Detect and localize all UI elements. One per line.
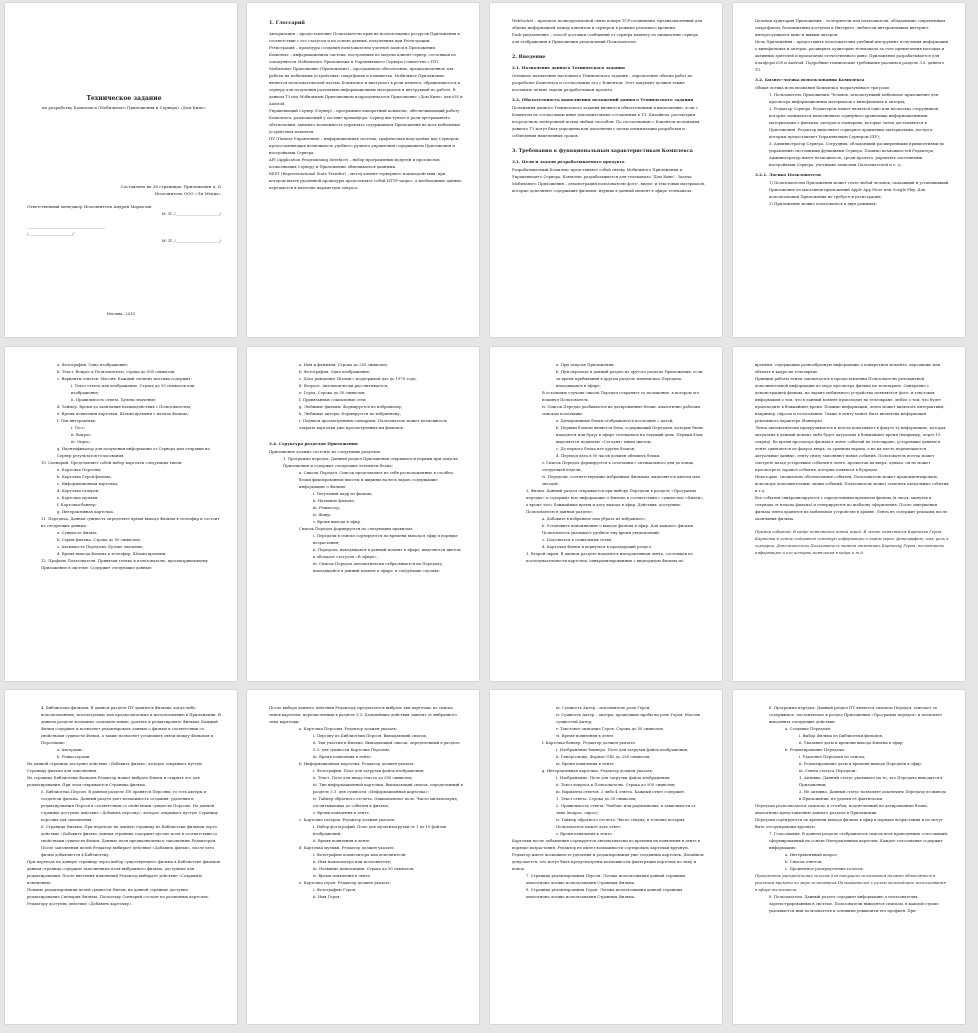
list-item: 3. Второй экран. В данном разделе находится интерактивная лента, состоящая из последовательности карточек, синхронизированных с видеорядом Фильма по: [526, 551, 693, 563]
list-item: c. Информационная карточка;: [57, 481, 119, 486]
paragraph: Лента автоматически прокручивается и всегда показывает в фокусе ту информацию, которая актуальна в данный момент либо будет актуальна в ближайшее время (например, через 10 секунд). Во время просмотра фильма в ленте событий на телеэкране, устаревшие данные в ленте сдвигаются из фокуса вверх, за границы экрана, а на их место перемещаются актуальные данные, ленту снизу заполняют новые события. Пользователь всегда может смотреть назад устаревшие события в ленте, пролистав их вверх, однако, он не может просмотреть заранее события, которые появятся в будущем.: [755, 425, 946, 472]
list-item: e. Время появления карточки. Штамп времени с начала Фильма;: [57, 411, 189, 416]
list-item: i. Фотография. Поле для загрузки файла изображения;: [313, 768, 425, 773]
paragraph: Основное назначение настоящего Технического задания – определение объема работ по разработке Комплекса и согласование его с Клиентом. Этот документ должен также поставить четкие задачи разработчикам проекта.: [512, 73, 693, 92]
document-page: [733, 690, 965, 1024]
paragraph: Комплекс – информационная система, построенная по модели клиент-сервер, состоящая из совокупности Мобильного Приложения и Управляющего Сервера (совместно с ПУ).: [269, 52, 456, 64]
list-item: d. Время выхода Фильма в телеэфир. Штамп времени.: [57, 551, 167, 556]
list-item: v. Время появления в ленте.: [556, 831, 613, 836]
list-item: f. Привязанные социальные сети;: [299, 397, 367, 402]
list-item: ii. Указание даты и времени выхода Фильма в эфир;: [799, 740, 904, 745]
paragraph: REST (Representational State Transfer) – метод клиент-серверного взаимодействия, при котором вызов удаленной процедуры представляет собой HTTP-запрос, а необходимые данные передаются в качестве параметров запроса.: [269, 171, 462, 190]
list-item: f. Тип интерактива:: [57, 418, 97, 423]
list-item: c. Карточка галереи. Редактор должен указать:: [299, 817, 396, 822]
list-item: 7. Страница редактирования Персон. Логика использования данной страницы аналогична логике использования Страницы Фильма.: [526, 873, 686, 885]
list-item: В остальных случаях список Передач сохраняет то положение, в котором его покинул Пользователь.: [542, 390, 700, 402]
paragraph: Передачи сортируются по времени выхода фильма в эфир в порядке возрастания и не могут быть отсортированы вручную.: [755, 817, 943, 829]
paragraph: Общая логика использования Комплекса подразумевает три роли:: [755, 85, 891, 90]
list-item: ii. Имя композитора или исполнителя;: [313, 859, 392, 864]
list-item: b. Карточка Героя фильма;: [57, 474, 112, 479]
list-item: ii. Редактирование даты и времени выхода Передачи в эфир;: [799, 761, 922, 766]
list-item: 1) Пользователем Приложения может стать любой человек, скачавший и установивший Приложение из магазинов приложений Apple App Store или Google Play. Для использования Приложения не требуется регистрация;: [769, 180, 949, 199]
spacer: [512, 139, 706, 145]
paragraph: Карточки после добавления сортируются автоматически по времени их появления в ленте в порядке возрастания. Редактор не имеет возможности сортировать карточки вручную. Редактор имеет возможность удаления и редактирования уже созданных карточек. Дизайном допускается, что могут быть предусмотрены возможности фильтрации карточек по типу и поиск.: [512, 838, 704, 871]
list-item: v. Время появления в ленте.: [313, 810, 370, 815]
list-item: 2. Правильность ответа. Чекбокс или радиокнопка, в зависимости от типа (вопрос, опрос);: [556, 803, 696, 815]
paragraph: Регистрация – процедура создания пользователем учетной записи в Приложении.: [269, 45, 437, 50]
paragraph: API (Application Programming Interface) – набор программных модулей и протоколов, позволяющих Серверу и Приложению обмениваться данными.: [269, 157, 441, 169]
list-item: b. Режиссерами.: [57, 754, 91, 759]
list-item: c. До первого блока нет других блоков;: [556, 446, 636, 451]
list-item: ii. Текст вопроса к Пользователю. Строка до 500 символов;: [556, 782, 676, 787]
document-title: Техническое задание: [86, 95, 162, 102]
list-item: d. Переход дата в 00 часов должен обновить блоки.: [556, 453, 661, 458]
document-page: [490, 3, 722, 337]
signature-line: Ответственный менеджер Исполнителя Андрей Маркелов: [27, 204, 152, 209]
list-item: v. Время выхода в эфир.: [313, 519, 362, 524]
paragraph: Авторизация – предоставление Пользователю прав на использование ресурсов Приложения в соответствии с его статусом и на основе данных, полученных при Регистрации.: [269, 31, 460, 43]
document-page: [247, 690, 479, 1024]
list-item: a. При запуске Приложения;: [556, 362, 615, 367]
list-item: i. Удаление Передачи из списка;: [799, 754, 866, 759]
list-item: g. Интерактивная карточка.: [57, 509, 115, 514]
paragraph: Передачи располагаются списком, в столбец, подсвеченный на датированные блоки, аналогично представлению данного раздела в Приложении.: [755, 803, 929, 815]
paragraph: WebSocket – протокол полнодуплексной связи поверх TCP-соединения, предназначенный для обмена информацией между клиентом и сервером в режиме реального времени.: [512, 18, 703, 30]
list-item: iii. Название композиции. Строка до 50 символов;: [313, 866, 415, 871]
list-item: ii. Имя Героя;: [313, 894, 341, 899]
list-item: i. Фотографию композитора или исполнителя;: [313, 852, 407, 857]
list-item: c. Активность Передачи. Булево значение;: [57, 544, 144, 549]
list-item: 1. Пользователь Приложения. Человек, использующий мобильное приложение для просмотра информационных материалов о кинофильмах и актерах;: [769, 92, 939, 104]
list-item: d. Карточка Фильм и вернуться в предыдущий раздел.: [542, 544, 653, 549]
subsection-heading: 3.2.1. Логика Пользователя: [755, 172, 821, 177]
list-item: 1. Активна. Данный статус указывает на то, что Передача выводится в Приложении;: [799, 775, 943, 787]
document-page: [247, 3, 479, 337]
paragraph: Мобильное Приложение (Приложение) – программное обеспечение, предназначенное для работы на мобильных устройствах: смартфонах и планшетах. Мобильное Приложение является пользовательской частью Комплекса и выступает в роли клиента, обращающегося к серверу для получения различных информационных материалов и инструкций по работе. В данном ТЗ под Мобильным Приложением подразумевается Приложение «Дом Кино» для iOS и Android.: [269, 66, 463, 106]
section-heading: 1. Глоссарий: [269, 20, 305, 26]
paragraph: Цель Приложения – предоставить пользователям удобный инструмент получения информации о кинофильмах и актерах, расширить аудиторию телеканала за счет привлечения молодых и активных зрителей и пропаганды отечественного кино. Приложение разрабатывается для платформ iOS и Android. Подробные технические требования указаны в разделе 3.8. данного ТЗ.: [755, 39, 949, 72]
document-page: [5, 3, 237, 337]
list-item: iv. Сущность Актер – актеры, прошедшие пробы на роль Героя. Массив сущностей Актер;: [556, 712, 700, 724]
list-item: f. Карточка-баннер;: [57, 502, 97, 507]
list-item: vi. Время появления в ленте.: [556, 733, 615, 738]
list-item: g. Идентификатор для получения информации от Сервера или отправки на Сервер результатов голосования.: [57, 446, 210, 458]
list-item: d. Карточка музыки. Редактор должен указать:: [299, 845, 395, 850]
list-item: a. Создание Передачи:: [785, 726, 832, 731]
list-item: ii. Вопрос;: [71, 432, 92, 437]
list-item: 2. Фильм. Данный раздел открывается при выборе Передачи в разделе «Программа передач» и содержит всю информацию о Фильме в соответствии с сущностью «Фильм», а кроме того, ближайшие время и дату выхода в эфир. Действия, доступные Пользователю в данном разделе:: [526, 488, 704, 514]
list-item: iii. Время появления в ленте.: [556, 761, 615, 766]
list-item: e. Город. Строка до 50 символов;: [299, 390, 366, 395]
list-item: g. Интерактивная карточка. Редактор должен указать:: [542, 768, 654, 773]
list-item: 1. Текст ответа. Строка до 50 символов;: [556, 796, 637, 801]
list-item: iii. Список Передач автоматически отбрасывается на Передачу, находящейся в данный момент в эфире, в следующих случаях:: [313, 561, 443, 573]
list-item: iii. Смена статуса Передачи:: [799, 768, 857, 773]
list-item: b. Список ответов;: [785, 859, 823, 864]
signature-line: /______________________/: [27, 231, 74, 236]
document-page: [733, 347, 965, 681]
list-item: 1. Программа передач. Данный раздел Приложения открывается первым при запуске Приложения и содержит следующие элементы блока:: [283, 456, 459, 468]
paragraph: На странице Библиотеки Фильмов Редактор может выбрать Фильм и открыть его для редактирования. При этом открывается Страница фильма.: [27, 775, 200, 787]
list-item: a. Добавить в избранное или убрать из избранного;: [542, 516, 646, 521]
list-item: h. Любимые актеры. Формируется по избранному;: [299, 411, 401, 416]
list-item: f. Карточка-баннер. Редактор должен указать:: [542, 740, 636, 745]
list-item: i. Подписи просмотренных сценариев. Пользователь может возможность открыть карточки уже просмотренных им фильмов.: [299, 418, 448, 430]
list-item: v. Список Передач формируется в сочетании с оптимального дня до конца следующей недели;: [542, 460, 694, 472]
list-item: i. Текст ответа или изображение. Строка до 50 символов или изображение;: [71, 383, 195, 395]
list-item: iii. Сущность Актер – исполнитель роли Героя;: [556, 705, 651, 710]
document-page: [490, 690, 722, 1024]
list-item: iii. Время появления в ленте.: [313, 754, 372, 759]
list-item: iii. Режиссер;: [313, 505, 341, 510]
list-item: ii. Текст. Поле для ввода текста до 500 символов;: [313, 775, 413, 780]
list-item: iv. Таймер обратного отсчета. Опциональное поле. Число миллисекунд, отсчитываемых до события в фильме;: [313, 796, 458, 808]
list-item: i. Фотографию Героя;: [313, 887, 357, 892]
list-item: Список Передач формируется по следующим правилам:: [299, 526, 414, 531]
paragraph: Push-уведомление – способ доставки сообщений от сервера клиенту по инициативе сервера для отображения в Приложении уведомлений Пользователю.: [512, 32, 699, 44]
list-item: a. Актерами;: [57, 747, 83, 752]
list-item: ii. Передача, находящаяся в данный момент в эфире, выделяется цветом и обладает статусом «В эфире»;: [313, 547, 461, 559]
subsection-heading: 2.2. Обязательность выполнения положений данного Технического задания: [512, 97, 694, 102]
paragraph: Помимо редактирования полей сущности Фильм, на данной странице доступно редактирование Сценария Фильма. Поскольку Сценарий состоит из различных карточек, Редактору доступно действие «Добавить карточку».: [27, 887, 209, 906]
spacer: [512, 45, 706, 51]
document-subtitle: на разработку Комплекса (Мобильного Приложения и Сервера) «Дом Кино»: [42, 105, 206, 110]
list-item: b. Серия фильма. Строка до 50 символов;: [57, 537, 141, 542]
signature-line: _______________________________________: [27, 224, 105, 229]
list-item: b. Редактирование Передачи:: [785, 747, 846, 752]
list-item: ii. Гиперссылку. Формат URL до 250 символов;: [556, 754, 651, 759]
list-item: b. Установить напоминание о выходе фильма в эфир. Для каждого фильма Пользователь указывает удобное ему время уведомлений;: [542, 523, 693, 535]
list-item: iv. Таймер обратного отсчета. Число секунд, в течение которых Пользователь может дать ответ;: [556, 817, 685, 829]
list-item: ii. Время появления в ленте.: [313, 838, 371, 843]
list-item: b. Первым блоком является блок, содержащий Передачи, которые были, находятся или будут в эфире телеканала на текущий день. Первый блок выделяется подписью «Сегодня» иным цветом;: [556, 425, 704, 444]
list-item: 4. Библиотека фильмов. В данном разделе ПУ хранятся Фильмы, когда-либо использованные, используемые или предполагаемые к использованию в Приложении. В данном разделе возможно создавать новые, удалять и редактировать Фильмы. Каждый Фильм содержит и позволяет редактировать данные о фильме в соответствии со свойствами сущности Фильм, а также позволяет установить связи между Фильмом и Персонами:: [41, 705, 221, 745]
document-city-year: Москва, 2015: [106, 311, 136, 316]
paragraph: Пример событий. В кадре появляется новый герой. В ленте появляется Карточка Героя. Карточка в ленте содержит основную информацию о новом герое: фотографию, имя, роль в сценарии. Дополнительно Пользователь может отметить Карточку Героя, посмотреть информацию о его истории появления в кадре и т.д.: [755, 529, 949, 555]
subsection-heading: 3.4. Структура разделов Приложения: [269, 441, 358, 446]
subsection-heading: 3.1. Цели и задачи разрабатываемого продукта: [512, 159, 625, 164]
paragraph: времени, содержащих разнообразную информацию о конкретном моменте, персонаже или объекте в кадре на телеэкране.: [755, 362, 941, 374]
list-item: iv. Время появления в ленте.: [313, 873, 372, 878]
list-item: iii. Варианты ответов. 2 либо 4 ответа. Каждый ответ содержит:: [556, 789, 686, 794]
list-item: i. Тест;: [71, 425, 85, 430]
list-item: 2. Не активна. Данный статус позволяет исключить Передачу из вывода в Приложении, не удаляя её фактически.: [799, 789, 947, 801]
document-page: [5, 347, 237, 681]
list-item: d. Возраст. Автоматически рассчитывается;: [299, 383, 389, 388]
list-item: 12. Профиль Пользователя. Привязан только к пользователю, просматривающему Приложение в системе. Содержит следующие данные:: [41, 558, 208, 570]
list-item: 7. Голосования. В данном разделе отображается список всех проведенных голосований, сформированный на основе Интерактивных карточек. Каждое голосование содержит информацию:: [769, 831, 949, 850]
paragraph: Некоторые, специально обозначенные события, Пользователь может прокомментировать, используя дополнительные опции событий. Пользователь может отметить актуальные события и т.д.: [755, 474, 949, 493]
paragraph: Принцип работы ленты заключается в предоставлении Пользователю релевантной дополнительной информации по мере просмотра фильма на телеэкране. Синхронно с демонстрацией фильма, на экране мобильного устройства появляется фото- и текстовая информация о том, что в данный момент происходит на телеэкране, любое о том, что будет происходить в ближайшее время. Помимо информации, лента может включать интерактивы, например, опросы и голосования. Также в ленту может быть включена информация рекламного характера (баннеры).: [755, 376, 945, 423]
list-item: 6. Программа передач. Данный раздел ПУ является списком Передач, отвечает за содержимое, поставляемое в раздел Приложения «Программа передач» и позволяет выполнить следующие действия:: [769, 705, 942, 724]
list-item: v. Текстовое описание Героя. Строка до 50 символов;: [556, 726, 664, 731]
list-item: a. Интерактивный вопрос;: [785, 852, 839, 857]
paragraph: Все события синхронизируются с определенным временем фильма (в часах, минутах и секундах от начала фильма) и генерируются по шаблону оформления. После завершения фильма лента хранится на мобильном устройстве в архиве. Лента не содержит рекламы после окончания фильма.: [755, 495, 948, 521]
list-item: iv. Жанр;: [313, 512, 332, 517]
list-item: i. Персону из Библиотеки Персон. Выпадающий список;: [313, 733, 428, 738]
subsection-heading: 2.1. Назначение данного Технического задания: [512, 65, 625, 70]
document-page: [733, 3, 965, 337]
list-item: ii. Правильность ответа. Булево значение;: [71, 397, 157, 402]
document-meta: Исполнитель ООО «Ли Медиа»: [154, 191, 221, 196]
list-item: i. Изображение баннера. Поле для загрузки файла изображения;: [556, 747, 689, 752]
list-item: ii. Тип участия в Фильме. Выпадающий список, определенный в разделе 3.3. для сущности Карточка Персоны;: [313, 740, 460, 752]
list-item: e. Карточка героя. Редактор должен указать:: [299, 880, 391, 885]
list-item: a. Датированные блоки отображаются последние с датой;: [556, 418, 674, 423]
subsection-heading: 3.2. Бизнес-логика использования Комплекса: [755, 77, 865, 82]
list-item: 8. Пользователи. Данный раздел содержит информацию о пользователях, зарегистрированных в системе. Пользователи выводятся списком, в каждой строке указывается имя пользователя и основные реквизиты его профиля. При: [769, 894, 939, 913]
paragraph: ПУ (Панель Управления) – информационная система, графическая надстройка над Сервером, предоставляющая возможность удобного ручного управления содержанием Приложения и настройками Сервера.: [269, 136, 460, 155]
list-item: g. Любимые фильмы. Формируется по избранному;: [299, 404, 403, 409]
list-item: 10. Сценарий. Представляет собой набор карточек следующих типов:: [41, 460, 183, 465]
list-item: b. Фотография. Одно изображение;: [299, 369, 371, 374]
list-item: 2) Приложение можно пользоваться в двух режимах:: [769, 201, 877, 206]
list-item: iii. Тип информационной карточки. Выпадающий список, определенный в разделе 3.3. для сущности «Информационная карточка»;: [313, 782, 463, 794]
list-item: i. Выбор Фильма из Библиотеки фильмов;: [799, 733, 883, 738]
list-item: iv. Список Передач разбивается на датированные блоки, аналогично рабочим спискам коллекции:: [542, 404, 701, 416]
document-meta: Составлено на 38 страницах. Приложения А, Б: [120, 184, 221, 189]
document-page: [5, 690, 237, 1024]
list-item: i. Титульный кадр из фильма;: [313, 491, 373, 496]
paragraph: При переходе на данную страницу через выбор существующего фильма в Библиотеке фильмов данная страница содержит заполненные поля выбранного фильма, доступные для редактирования. После внесения изменений Редактор выбирает действие «Сохранить изменения».: [27, 859, 220, 885]
list-item: c. Процентное распределение голосов.: [785, 866, 864, 871]
paragraph: Разрабатываемый Комплекс представляет собой связку Мобильного Приложения и Управляющего Сервера. Комплекс разрабатывается для телеканала "Дом Кино". Задача Мобильного Приложения – демонстрация пользователю фото-, видео- и текстовых материалов, которые дополняют содержание фильмов, идущих в данный момент в эфире телеканала.: [512, 167, 706, 193]
list-item: a. Карточка Персоны;: [57, 467, 102, 472]
paragraph: Управляющий Сервер (Сервер) – программно-аппаратный комплекс, обеспечивающий работу Комплекса, размещаемый у хостинг-провайдера. Сервер выступает в роли программного обеспечения, дающего возможность управлять содержанием Приложения на всех мобильных устройствах клиентов.: [269, 108, 460, 134]
list-item: 5. Библиотека Персон. В данном разделе ПУ хранятся Персоны, то есть актеры и создатели фильма. Данный раздел дает возможность создания, удаления и редактирования Персон в соответствии со свойствами сущности Персона. На данной странице доступно действие «Добавить персону», которое открывает пустую Страницу персоны для заполнения.: [41, 789, 218, 822]
document-page: [247, 347, 479, 681]
list-item: 2. Редактор Сервера. Редактором может являться одно или несколько сотрудников, которые занимаются наполнением серверного хранилища информационными материалами о фильмах, актерах и сценариях, которые затем доставляются в Приложения. Редактор выполняет серверное хранилище материалами, доступ к которым предоставляет Управляющим Сервером (ПУ);: [769, 106, 940, 139]
list-item: iii. Опрос;: [71, 439, 91, 444]
list-item: 8. Страница редактирования Героя. Логика использования данной страницы аналогична логике использования Страницы Фильма.: [526, 887, 683, 899]
list-item: c. Дата рождения. Штамп с поддержкой дат до 1970 года;: [299, 376, 417, 381]
paragraph: Приложение должно состоять из следующих разделов:: [269, 449, 381, 454]
list-item: 6. Страница Фильма. При переходе на данную страницу из Библиотеки фильмов через действие «Добавить фильм» данная страница содержит пустые поля в соответствии со свойствами сущности Фильм. Данные поля предназначены к заполнению Редактором. После заполнения полей Редактор выбирает действие «Добавить фильм», после чего фильм добавляется в Библиотеку.: [41, 824, 218, 857]
list-item: c. Поделиться в социальных сетях;: [542, 537, 613, 542]
list-item: ii. Название фильма;: [313, 498, 355, 503]
list-item: a. Сущность Фильм;: [57, 530, 98, 535]
paragraph: Процентное распределение голосов для текущего голосования должно обновляться в реальном времени по мере голосования Пользователей с целью дальнейшего использования в эфире телеканала.: [755, 873, 946, 892]
list-item: 3. Администратор Сервера. Сотрудник, обладающий расширенными привилегиями по управлению системными функциями Сервера. Помимо возможностей Редактора, Администратор имеет возможность, среди прочего, управлять системными настройками Сервера, учетными записями Пользователей и т. д.;: [769, 141, 945, 167]
list-item: vi. Передачи, соответствующие избранным Фильмам, выделяются цветом или звездой.: [542, 474, 700, 486]
list-item: c. Варианты ответов. Массив. Каждый элемент массива содержит:: [57, 376, 192, 381]
list-item: a. Карточка Персоны. Редактор должен указать:: [299, 726, 398, 731]
list-item: i. Передачи в списке сортируются по времени выхода в эфир в порядке возрастания;: [313, 533, 458, 545]
list-item: b. При переходе в данный раздел из другого раздела Приложения, если за время пребывания в другом разделе изменилась Передача, находящаяся в эфире;: [556, 369, 703, 388]
list-item: i. Набор фотографий. Поле для мультизагрузки от 1 до 10 файлов изображений;: [313, 824, 447, 836]
list-item: 11. Передача. Данная сущность определяет время выхода Фильма в телеэфир и состоит из следующих данных:: [41, 516, 220, 528]
list-item: b. Информационная карточка. Редактор должен указать:: [299, 761, 415, 766]
document-page: [490, 347, 722, 681]
document-meta: М. П. /______________________/: [161, 238, 221, 243]
list-item: d. Таймер. Время до окончания взаимодействия с Пользователем;: [57, 404, 192, 409]
list-item: e. Карточка музыки;: [57, 495, 99, 500]
list-item: i. Изображение. Поле для загрузки файла изображения;: [556, 775, 671, 780]
list-item: a. Имя и фамилия. Строка до 250 символов;: [299, 362, 388, 367]
list-item: a. Список Передач. Список представляет из себя расположенные в столбец блоки фиксированной высоты и ширины на весь экран, содержащие информацию о Фильме:: [299, 470, 453, 489]
section-heading: 3. Требования к функциональным характеристикам Комплекса: [512, 148, 693, 154]
paragraph: После выбора данного действия Редактору предлагается выбрать тип карточки, из списка типов карточек, перечисленных в разделе 3.3. Дальнейшие действия зависят от выбранного типа карточки:: [269, 705, 457, 724]
spacer: [269, 431, 463, 437]
list-item: b. Текст. Вопрос к Пользователю, строка до 500 символов;: [57, 369, 176, 374]
paragraph: Положения данного Технического задания являются обязательными к выполнению, если с Клиентом не согласованы иные дополнительные соглашения к ТЗ. Дизайном, рассмотрим посредством электронной почты любым способом. По согласованию с Клиентом положения данного ТЗ могут быть упрощены или дополнены с целью оптимизации разработки и соблюдения намеченных сроков.: [512, 105, 700, 138]
paragraph: Целевая аудитория Приложения – телезрители или пользователи, обладающие современным смартфоном, безлимитным доступом в Интернет, любители интерактивных интернет, интересующиеся кино и живым актером.: [755, 18, 946, 37]
list-item: d. Карточка галереи;: [57, 488, 100, 493]
section-heading: 2. Введение: [512, 54, 546, 60]
list-item: a. Фотография. Одно изображение;: [57, 362, 129, 367]
paragraph: На данной странице доступно действие «Добавить фильм», которое открывает пустую Страницу фильма для заполнения.: [27, 761, 203, 773]
document-meta: М. П. /______________________/: [161, 211, 221, 216]
